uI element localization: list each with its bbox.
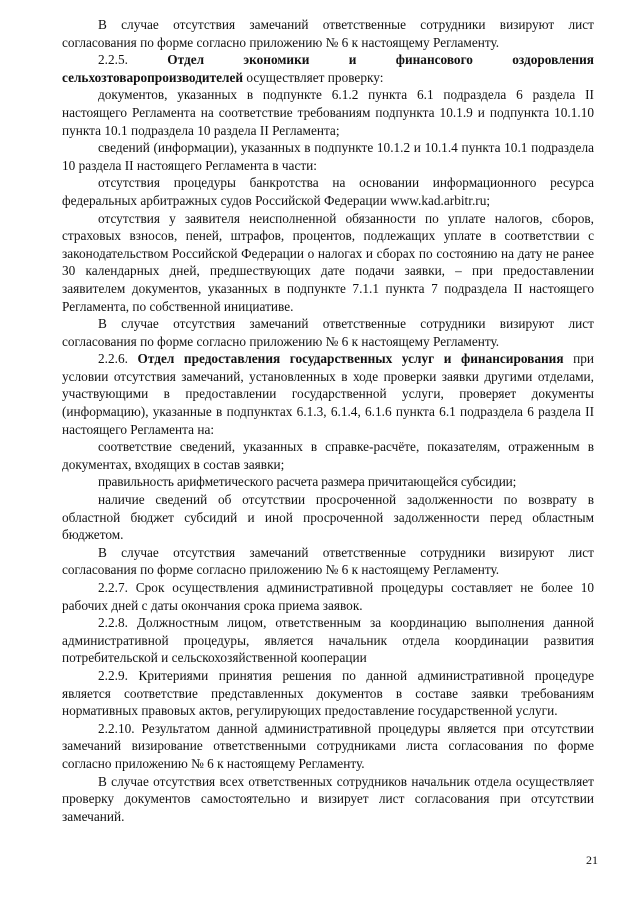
paragraph-section-2-2-5: 2.2.5. Отдел экономики и финансового оздоровления сельхозтоваропроизводителей осуществляет проверку: [62,52,594,85]
department-name: Отдел экономики и финансового оздоровления сельхозтоваропроизводителей [62,52,594,85]
paragraph-section-2-2-6: 2.2.6. Отдел предоставления государственных услуг и финансирования при условии отсутствия замечаний, установленных в ходе проверки заявки другими отделами, участвующими в предоставлении государственной услуги, проверяет документы (информацию), указанные в подпунктах 6.1.3, 6.1.4, 6.1.6 пункта 6.1 подраздела 6 раздела II настоящего Регламента на: [62,351,594,437]
paragraph: В случае отсутствия замечаний ответственные сотрудники визируют лист согласования по форме согласно приложению № 6 к настоящему Регламенту. [62,316,594,349]
document-page [62,16,594,825]
paragraph: правильность арифметического расчета размера причитающейся субсидии; [98,474,517,490]
page-number: 21 [586,853,598,867]
paragraph: В случае отсутствия всех ответственных сотрудников начальник отдела осуществляет проверку документов самостоятельно и визирует лист согласования при отсутствии замечаний. [62,773,594,824]
paragraph: соответствие сведений, указанных в справке-расчёте, показателям, отраженным в документах, входящих в состав заявки; [62,439,594,472]
paragraph-section-2-2-8: 2.2.8. Должностным лицом, ответственным за координацию выполнения данной административной процедуры, является начальник отдела координации развития потребительской и сельскохозяйственной кооперации [62,615,594,666]
paragraph: отсутствия у заявителя неисполненной обязанности по уплате налогов, сборов, страховых взносов, пеней, штрафов, процентов, подлежащих уплате в соответствии с законодательством Российской Федерации о налогах и сборах по состоянию на дату не ранее 30 календарных дней, предшествующих дате подачи заявки, – при предоставлении заявителем документов, указанных в подпункте 7.1.1 пункта 7 подраздела II настоящего Регламента, по собственной инициативе. [62,210,594,314]
paragraph: В случае отсутствия замечаний ответственные сотрудники визируют лист согласования по форме согласно приложению № 6 к настоящему Регламенту. [62,544,594,578]
paragraph-section-2-2-9: 2.2.9. Критериями принятия решения по данной административной процедуре является соответствие представленных документов в составе заявки требованиям нормативных правовых актов, регулирующих предоставление государственной услуги. [62,667,594,719]
paragraph: документов, указанных в подпункте 6.1.2 пункта 6.1 подраздела 6 раздела II настоящего Регламента на соответствие требованиям подпункта 10.1.9 и подпункта 10.1.10 пункта 10.1 подраздела 10 раздела II Регламента; [62,87,594,138]
paragraph-section-2-2-7: 2.2.7. Срок осуществления административной процедуры составляет не более 10 рабочих дней с даты окончания срока приема заявок. [62,580,594,613]
department-name: Отдел предоставления государственных услуг и финансирования [137,351,564,367]
paragraph: В случае отсутствия замечаний ответственные сотрудники визируют лист согласования по форме согласно приложению № 6 к настоящему Регламенту. [62,17,594,50]
paragraph: наличие сведений об отсутствии просроченной задолженности по возврату в областной бюджет субсидий и иной просроченной задолженности перед областным бюджетом. [62,492,594,543]
paragraph: сведений (информации), указанных в подпункте 10.1.2 и 10.1.4 пункта 10.1 подраздела 10 раздела II настоящего Регламента в части: [62,140,594,173]
paragraph: отсутствия процедуры банкротства на основании информационного ресурса федеральных арбитражных судов Российской Федерации www.kad.arbitr.ru; [62,175,594,208]
paragraph-section-2-2-10: 2.2.10. Результатом данной административной процедуры является при отсутствии замечаний визирование ответственными сотрудниками листа согласования по форме согласно приложению № 6 к настоящему Регламенту. [62,720,594,771]
